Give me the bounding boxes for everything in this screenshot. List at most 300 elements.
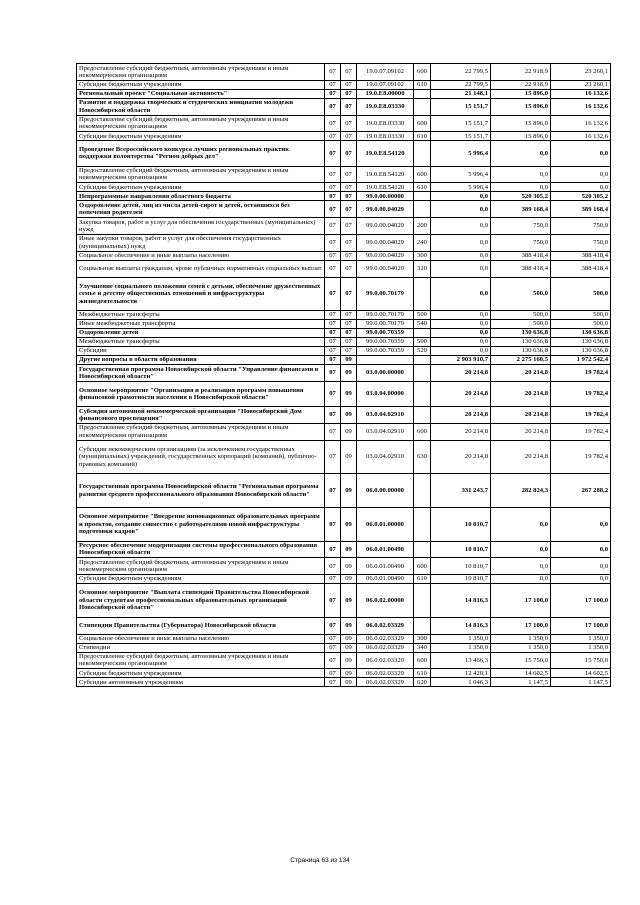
row-subsection: 09 <box>341 365 357 382</box>
table-row <box>77 423 611 440</box>
row-amount-year2: 15 750,0 <box>491 652 551 669</box>
row-name: Предоставление субсидий бюджетным, автономным учреждениям и иным некоммерческим организациям <box>77 558 325 575</box>
row-name: Закупка товаров, работ и услуг для обеспечения государственных (муниципальных) нужд <box>77 218 325 235</box>
row-expense-type <box>414 507 431 541</box>
row-amount-year3: 16 132,6 <box>551 89 611 98</box>
page-footer: Страница 63 из 134 <box>290 857 350 864</box>
table-row <box>77 64 611 81</box>
row-expense-type <box>414 98 431 115</box>
row-amount-year3: 23 260,1 <box>551 64 611 81</box>
row-amount-year3: 17 100,0 <box>551 584 611 618</box>
row-amount-year1: 5 996,4 <box>431 141 491 166</box>
table-row <box>77 89 611 98</box>
row-amount-year1: 10 810,7 <box>431 575 491 584</box>
table-row <box>77 201 611 218</box>
row-amount-year3: 500,0 <box>551 311 611 320</box>
table-row <box>77 277 611 311</box>
row-amount-year2: 14 602,5 <box>491 669 551 678</box>
row-section: 07 <box>325 115 341 132</box>
row-target-article <box>357 356 414 365</box>
row-amount-year2: 0,0 <box>491 141 551 166</box>
row-amount-year3: 19 782,4 <box>551 423 611 440</box>
row-subsection: 07 <box>341 251 357 260</box>
row-amount-year1: 0,0 <box>431 277 491 311</box>
table-row <box>77 634 611 643</box>
row-amount-year3: 389 168,4 <box>551 201 611 218</box>
row-amount-year3: 130 636,8 <box>551 338 611 347</box>
table-row <box>77 356 611 365</box>
row-section: 07 <box>325 132 341 141</box>
row-name: Предоставление субсидий бюджетным, автономным учреждениям и иным некоммерческим организациям <box>77 64 325 81</box>
row-amount-year2: 500,0 <box>491 320 551 329</box>
row-amount-year3: 1 350,0 <box>551 634 611 643</box>
table-row <box>77 347 611 356</box>
row-section: 07 <box>325 64 341 81</box>
row-amount-year2: 15 896,0 <box>491 98 551 115</box>
row-amount-year1: 0,0 <box>431 201 491 218</box>
row-name: Государственная программа Новосибирской области "Региональная программа развития среднего профессионального образования Новосибирской области" <box>77 474 325 508</box>
row-section: 07 <box>325 277 341 311</box>
row-name: Субсидии бюджетным учреждениям <box>77 80 325 89</box>
row-section: 07 <box>325 251 341 260</box>
row-section: 07 <box>325 192 341 201</box>
row-target-article: 03.0.04.00000 <box>357 381 414 406</box>
row-expense-type: 500 <box>414 311 431 320</box>
row-expense-type <box>414 329 431 338</box>
row-amount-year2: 22 918,9 <box>491 80 551 89</box>
row-amount-year2: 20 214,8 <box>491 407 551 424</box>
table-row <box>77 338 611 347</box>
row-subsection: 09 <box>341 407 357 424</box>
row-target-article: 19.0.E8.54120 <box>357 183 414 192</box>
row-amount-year1: 0,0 <box>431 347 491 356</box>
row-amount-year3: 19 782,4 <box>551 381 611 406</box>
row-name: Основное мероприятие "Организация и реализация программ повышения финансовой грамотности населения в Новосибирской области" <box>77 381 325 406</box>
row-subsection: 09 <box>341 652 357 669</box>
row-target-article: 03.0.04.02910 <box>357 423 414 440</box>
row-section: 07 <box>325 365 341 382</box>
table-row <box>77 260 611 277</box>
row-expense-type: 340 <box>414 643 431 652</box>
table-row <box>77 474 611 508</box>
row-amount-year1: 20 214,8 <box>431 365 491 382</box>
row-target-article: 06.0.02.00000 <box>357 584 414 618</box>
row-amount-year2: 0,0 <box>491 166 551 183</box>
row-amount-year3: 15 750,0 <box>551 652 611 669</box>
row-amount-year2: 520 305,2 <box>491 192 551 201</box>
table-row <box>77 98 611 115</box>
row-amount-year2: 2 275 160,5 <box>491 356 551 365</box>
row-amount-year1: 0,0 <box>431 218 491 235</box>
table-row <box>77 440 611 474</box>
table-row <box>77 584 611 618</box>
row-amount-year1: 10 810,7 <box>431 507 491 541</box>
row-amount-year2: 15 896,0 <box>491 115 551 132</box>
table-row <box>77 381 611 406</box>
row-target-article: 03.0.00.00000 <box>357 365 414 382</box>
row-expense-type: 610 <box>414 80 431 89</box>
row-amount-year3: 16 132,6 <box>551 98 611 115</box>
row-target-article: 99.0.00.70179 <box>357 311 414 320</box>
row-subsection: 07 <box>341 311 357 320</box>
budget-table <box>76 63 611 687</box>
row-section: 07 <box>325 541 341 558</box>
row-amount-year3: 130 636,8 <box>551 329 611 338</box>
row-amount-year3: 388 418,4 <box>551 260 611 277</box>
row-name: Оздоровление детей, лиц из числа детей-сирот и детей, оставшихся без попечения родителей <box>77 201 325 218</box>
row-amount-year2: 388 418,4 <box>491 260 551 277</box>
row-amount-year2: 0,0 <box>491 541 551 558</box>
row-section: 07 <box>325 260 341 277</box>
row-amount-year2: 0,0 <box>491 575 551 584</box>
row-subsection: 09 <box>341 584 357 618</box>
table-row <box>77 652 611 669</box>
row-amount-year3: 130 636,8 <box>551 347 611 356</box>
table-row <box>77 329 611 338</box>
row-amount-year1: 14 816,3 <box>431 584 491 618</box>
row-name: Оздоровление детей <box>77 329 325 338</box>
budget-table-body <box>77 64 611 687</box>
row-name: Субсидии <box>77 347 325 356</box>
row-section: 07 <box>325 347 341 356</box>
row-expense-type: 500 <box>414 338 431 347</box>
row-subsection: 07 <box>341 192 357 201</box>
row-expense-type: 620 <box>414 678 431 687</box>
row-subsection: 07 <box>341 320 357 329</box>
row-subsection: 09 <box>341 541 357 558</box>
table-row <box>77 141 611 166</box>
row-section: 07 <box>325 643 341 652</box>
row-target-article: 19.0.E8.00000 <box>357 89 414 98</box>
row-amount-year2: 750,0 <box>491 218 551 235</box>
row-target-article: 06.0.02.03329 <box>357 634 414 643</box>
row-expense-type: 300 <box>414 634 431 643</box>
row-target-article: 99.0.00.04029 <box>357 260 414 277</box>
row-amount-year3: 16 132,6 <box>551 115 611 132</box>
row-target-article: 03.0.04.02910 <box>357 440 414 474</box>
row-target-article: 99.0.00.04029 <box>357 201 414 218</box>
row-name: Иные межбюджетные трансферты <box>77 320 325 329</box>
row-subsection: 07 <box>341 141 357 166</box>
row-target-article: 19.0.E8.54120 <box>357 166 414 183</box>
row-amount-year2: 389 168,4 <box>491 201 551 218</box>
row-amount-year1: 10 810,7 <box>431 558 491 575</box>
row-section: 07 <box>325 201 341 218</box>
row-expense-type <box>414 356 431 365</box>
row-amount-year2: 17 100,0 <box>491 584 551 618</box>
row-amount-year2: 130 636,8 <box>491 347 551 356</box>
row-name: Другие вопросы в области образования <box>77 356 325 365</box>
table-row <box>77 407 611 424</box>
row-subsection: 09 <box>341 558 357 575</box>
row-amount-year2: 1 350,0 <box>491 634 551 643</box>
row-target-article: 19.0.07.09102 <box>357 64 414 81</box>
row-amount-year1: 20 214,8 <box>431 440 491 474</box>
row-amount-year1: 12 420,1 <box>431 669 491 678</box>
row-amount-year1: 331 243,7 <box>431 474 491 508</box>
row-amount-year2: 0,0 <box>491 183 551 192</box>
row-amount-year1: 14 816,3 <box>431 617 491 634</box>
row-target-article: 06.0.02.03329 <box>357 617 414 634</box>
row-amount-year3: 14 602,5 <box>551 669 611 678</box>
row-amount-year1: 15 151,7 <box>431 115 491 132</box>
row-section: 07 <box>325 407 341 424</box>
table-row <box>77 643 611 652</box>
row-amount-year3: 19 782,4 <box>551 365 611 382</box>
row-subsection: 09 <box>341 634 357 643</box>
row-target-article: 06.0.02.03329 <box>357 669 414 678</box>
row-amount-year2: 20 214,8 <box>491 423 551 440</box>
table-row <box>77 166 611 183</box>
row-amount-year3: 16 132,6 <box>551 132 611 141</box>
row-amount-year1: 0,0 <box>431 234 491 251</box>
row-name: Развитие и поддержка творческих и студенческих инициатив молодежи Новосибирской области <box>77 98 325 115</box>
row-expense-type: 600 <box>414 558 431 575</box>
row-target-article: 19.0.E8.03330 <box>357 98 414 115</box>
row-subsection: 07 <box>341 234 357 251</box>
row-subsection: 09 <box>341 356 357 365</box>
row-amount-year1: 1 350,0 <box>431 634 491 643</box>
row-expense-type: 600 <box>414 166 431 183</box>
table-row <box>77 234 611 251</box>
row-section: 07 <box>325 584 341 618</box>
row-section: 07 <box>325 507 341 541</box>
row-name: Субсидии некоммерческим организациям (за исключением государственных (муниципальных) учреждений, государственных корпораций (компаний), публично-правовых компаний) <box>77 440 325 474</box>
row-expense-type: 600 <box>414 423 431 440</box>
table-row <box>77 507 611 541</box>
row-target-article: 99.0.00.04029 <box>357 234 414 251</box>
row-amount-year1: 15 151,7 <box>431 132 491 141</box>
row-name: Проведение Всероссийского конкурса лучших региональных практик поддержки волонтерства "Регион добрых дел" <box>77 141 325 166</box>
row-section: 07 <box>325 558 341 575</box>
row-target-article: 19.0.E8.03330 <box>357 132 414 141</box>
row-subsection: 07 <box>341 89 357 98</box>
row-amount-year1: 0,0 <box>431 251 491 260</box>
row-subsection: 07 <box>341 183 357 192</box>
row-target-article: 99.0.00.04029 <box>357 218 414 235</box>
row-amount-year3: 0,0 <box>551 507 611 541</box>
table-row <box>77 251 611 260</box>
row-subsection: 07 <box>341 115 357 132</box>
row-section: 07 <box>325 634 341 643</box>
row-amount-year2: 15 896,0 <box>491 132 551 141</box>
row-subsection: 07 <box>341 260 357 277</box>
row-name: Улучшение социального положения семей с детьми, обеспечение дружественных семье и детству общественных отношений и инфраструктуры жизнедеятельности <box>77 277 325 311</box>
row-expense-type <box>414 584 431 618</box>
row-amount-year3: 520 305,2 <box>551 192 611 201</box>
row-section: 07 <box>325 80 341 89</box>
table-row <box>77 365 611 382</box>
row-expense-type <box>414 365 431 382</box>
table-row <box>77 311 611 320</box>
row-expense-type <box>414 541 431 558</box>
table-row <box>77 132 611 141</box>
row-subsection: 07 <box>341 98 357 115</box>
row-subsection: 09 <box>341 617 357 634</box>
row-subsection: 09 <box>341 423 357 440</box>
row-amount-year3: 19 782,4 <box>551 440 611 474</box>
row-expense-type <box>414 89 431 98</box>
row-name: Субсидии бюджетным учреждениям <box>77 183 325 192</box>
row-subsection: 09 <box>341 507 357 541</box>
row-expense-type: 610 <box>414 183 431 192</box>
row-section: 07 <box>325 320 341 329</box>
row-subsection: 09 <box>341 440 357 474</box>
row-amount-year1: 20 214,8 <box>431 381 491 406</box>
row-section: 07 <box>325 669 341 678</box>
row-expense-type <box>414 474 431 508</box>
row-amount-year3: 0,0 <box>551 166 611 183</box>
row-subsection: 07 <box>341 80 357 89</box>
row-amount-year3: 23 260,1 <box>551 80 611 89</box>
row-amount-year3: 1 147,5 <box>551 678 611 687</box>
row-amount-year2: 130 636,8 <box>491 329 551 338</box>
row-section: 07 <box>325 183 341 192</box>
row-amount-year2: 17 100,0 <box>491 617 551 634</box>
row-amount-year1: 0,0 <box>431 192 491 201</box>
row-amount-year1: 13 466,3 <box>431 652 491 669</box>
row-section: 07 <box>325 166 341 183</box>
row-expense-type <box>414 141 431 166</box>
row-amount-year3: 0,0 <box>551 141 611 166</box>
row-amount-year3: 1 350,0 <box>551 643 611 652</box>
row-subsection: 07 <box>341 347 357 356</box>
row-amount-year1: 0,0 <box>431 311 491 320</box>
row-target-article: 19.0.07.09102 <box>357 80 414 89</box>
row-target-article: 19.0.E8.03330 <box>357 115 414 132</box>
row-target-article: 06.0.02.03329 <box>357 678 414 687</box>
row-amount-year3: 0,0 <box>551 558 611 575</box>
row-name: Ресурсное обеспечение модернизации системы профессионального образования Новосибирской области <box>77 541 325 558</box>
row-section: 07 <box>325 678 341 687</box>
row-target-article: 99.0.00.70179 <box>357 320 414 329</box>
row-amount-year1: 2 903 910,7 <box>431 356 491 365</box>
row-expense-type: 600 <box>414 115 431 132</box>
row-name: Иные закупки товаров, работ и услуг для обеспечения государственных (муниципальных) нужд <box>77 234 325 251</box>
row-section: 07 <box>325 141 341 166</box>
row-name: Межбюджетные трансферты <box>77 311 325 320</box>
row-section: 07 <box>325 381 341 406</box>
row-expense-type <box>414 381 431 406</box>
row-amount-year1: 0,0 <box>431 338 491 347</box>
row-amount-year3: 267 288,2 <box>551 474 611 508</box>
row-amount-year2: 20 214,8 <box>491 381 551 406</box>
row-section: 07 <box>325 329 341 338</box>
row-target-article: 06.0.01.00490 <box>357 558 414 575</box>
row-amount-year3: 17 100,0 <box>551 617 611 634</box>
row-amount-year3: 0,0 <box>551 183 611 192</box>
row-name: Субсидии бюджетным учреждениям <box>77 669 325 678</box>
row-name: Государственная программа Новосибирской области "Управление финансами в Новосибирской области" <box>77 365 325 382</box>
row-amount-year2: 22 918,9 <box>491 64 551 81</box>
row-section: 07 <box>325 338 341 347</box>
table-row <box>77 183 611 192</box>
row-expense-type: 610 <box>414 575 431 584</box>
row-expense-type: 600 <box>414 64 431 81</box>
row-name: Региональный проект "Социальная активность" <box>77 89 325 98</box>
row-amount-year2: 750,0 <box>491 234 551 251</box>
row-amount-year1: 1 350,0 <box>431 643 491 652</box>
row-name: Предоставление субсидий бюджетным, автономным учреждениям и иным некоммерческим организациям <box>77 423 325 440</box>
row-expense-type: 320 <box>414 260 431 277</box>
row-name: Предоставление субсидий бюджетным, автономным учреждениям и иным некоммерческим организациям <box>77 652 325 669</box>
row-name: Стипендии Правительства (Губернатора) Новосибирской области <box>77 617 325 634</box>
row-amount-year2: 282 824,3 <box>491 474 551 508</box>
table-row <box>77 541 611 558</box>
row-amount-year1: 5 996,4 <box>431 166 491 183</box>
row-target-article: 99.0.00.00000 <box>357 192 414 201</box>
row-section: 07 <box>325 423 341 440</box>
row-expense-type <box>414 277 431 311</box>
row-subsection: 09 <box>341 678 357 687</box>
table-row <box>77 80 611 89</box>
row-expense-type: 520 <box>414 347 431 356</box>
row-target-article: 03.0.04.02910 <box>357 407 414 424</box>
row-amount-year1: 1 046,3 <box>431 678 491 687</box>
row-amount-year3: 500,0 <box>551 277 611 311</box>
row-amount-year1: 20 214,8 <box>431 423 491 440</box>
row-section: 07 <box>325 474 341 508</box>
row-amount-year2: 0,0 <box>491 558 551 575</box>
row-name: Основное мероприятие "Внедрение инновационных образовательных программ и проектов, создание совместно с работодателями новой инфраструктуры подготовки кадров" <box>77 507 325 541</box>
row-amount-year1: 22 799,5 <box>431 64 491 81</box>
row-name: Социальные выплаты гражданам, кроме публичных нормативных социальных выплат <box>77 260 325 277</box>
row-name: Социальное обеспечение и иные выплаты населению <box>77 251 325 260</box>
row-name: Субсидии бюджетным учреждениям <box>77 575 325 584</box>
row-subsection: 09 <box>341 575 357 584</box>
row-subsection: 07 <box>341 64 357 81</box>
row-target-article: 99.0.00.70179 <box>357 277 414 311</box>
row-target-article: 06.0.02.03329 <box>357 643 414 652</box>
row-subsection: 09 <box>341 643 357 652</box>
row-amount-year2: 500,0 <box>491 277 551 311</box>
row-target-article: 19.0.E8.54120 <box>357 141 414 166</box>
row-name: Стипендии <box>77 643 325 652</box>
row-amount-year2: 1 350,0 <box>491 643 551 652</box>
row-subsection: 07 <box>341 338 357 347</box>
row-name: Субсидии автономным учреждениям <box>77 678 325 687</box>
row-amount-year3: 750,0 <box>551 218 611 235</box>
row-amount-year3: 388 418,4 <box>551 251 611 260</box>
row-name: Субсидии бюджетным учреждениям <box>77 132 325 141</box>
row-expense-type: 240 <box>414 234 431 251</box>
row-expense-type: 300 <box>414 251 431 260</box>
row-amount-year3: 0,0 <box>551 541 611 558</box>
row-amount-year2: 388 418,4 <box>491 251 551 260</box>
row-section: 07 <box>325 440 341 474</box>
table-row <box>77 115 611 132</box>
row-amount-year3: 19 782,4 <box>551 407 611 424</box>
row-target-article: 99.0.00.70359 <box>357 329 414 338</box>
row-name: Межбюджетные трансферты <box>77 338 325 347</box>
row-target-article: 06.0.01.00490 <box>357 541 414 558</box>
row-section: 07 <box>325 98 341 115</box>
row-amount-year2: 0,0 <box>491 507 551 541</box>
row-subsection: 09 <box>341 669 357 678</box>
row-amount-year2: 15 896,0 <box>491 89 551 98</box>
row-subsection: 07 <box>341 277 357 311</box>
row-expense-type <box>414 407 431 424</box>
row-target-article: 99.0.00.70359 <box>357 347 414 356</box>
row-target-article: 06.0.02.03329 <box>357 652 414 669</box>
row-section: 07 <box>325 89 341 98</box>
row-amount-year3: 1 972 542,4 <box>551 356 611 365</box>
row-expense-type: 630 <box>414 440 431 474</box>
table-row <box>77 192 611 201</box>
row-subsection: 09 <box>341 381 357 406</box>
row-name: Социальное обеспечение и иные выплаты населению <box>77 634 325 643</box>
row-name: Предоставление субсидий бюджетным, автономным учреждениям и иным некоммерческим организациям <box>77 166 325 183</box>
